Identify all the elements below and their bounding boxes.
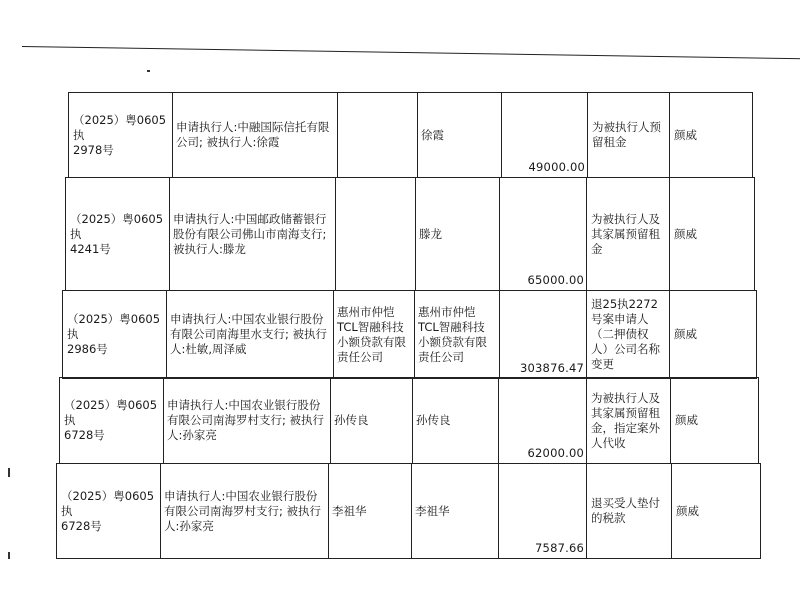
parties-cell (170, 178, 336, 290)
note-cell (587, 464, 672, 558)
amount-cell (500, 178, 587, 290)
payee-cell (416, 178, 500, 290)
case-number-cell (63, 291, 167, 378)
handler-cell (671, 378, 760, 463)
handler-cell (672, 464, 762, 558)
amount-value: 49000.00 (528, 160, 585, 174)
amount-value: 62000.00 (527, 446, 584, 460)
amount-cell (499, 464, 587, 558)
note-text: 退买受人垫付的税款 (591, 496, 660, 525)
handler-cell (670, 178, 756, 290)
parties-text: 申请执行人:中融国际信托有限公司; 被执行人:徐霞 (176, 120, 330, 149)
table-row (68, 92, 753, 178)
handler-cell (670, 93, 754, 177)
handler-text: 颜威 (674, 327, 697, 341)
note-text: 为被执行人及其家属预留租金 (591, 211, 660, 256)
payee-cell (413, 378, 499, 463)
parties-text: 申请执行人:中国农业银行股份有限公司南海里水支行; 被执行人:杜敏,周泽威 (170, 312, 328, 356)
page-edge-line (22, 46, 800, 59)
case-number-cell (69, 93, 173, 177)
payee-text: 李祖华 (415, 503, 450, 518)
scan-speck (147, 70, 150, 72)
column3-cell (334, 291, 415, 378)
case-number-line2: 2986号 (67, 342, 108, 356)
parties-text: 申请执行人:中国邮政储蓄银行股份有限公司佛山市南海支行; 被执行人:滕龙 (173, 211, 327, 256)
column3-cell (331, 378, 413, 463)
column3-text: 李祖华 (332, 503, 367, 518)
note-cell (587, 378, 671, 463)
parties-text: 申请执行人:中国农业银行股份有限公司南海罗村支行; 被执行人:孙家亮 (164, 488, 322, 533)
table-row (65, 177, 755, 291)
table-row (59, 377, 759, 464)
case-number-line2: 6728号 (61, 518, 102, 533)
payee-text: 孙传良 (416, 413, 451, 427)
payee-text: 惠州市仲恺TCL智融科技小额贷款有限责任公司 (418, 304, 487, 364)
column3-cell (338, 93, 418, 177)
handler-text: 颜威 (674, 226, 697, 241)
column3-text: 孙传良 (334, 413, 369, 427)
handler-cell (670, 291, 758, 378)
case-number-line1: （2025）粤0605执 (61, 488, 155, 518)
note-text: 为被执行人及其家属预留租金，指定案外人代收 (591, 390, 660, 450)
amount-cell (500, 291, 587, 378)
note-cell (587, 178, 670, 290)
payee-text: 徐霞 (421, 127, 444, 142)
handler-text: 颜威 (676, 503, 699, 518)
handler-text: 颜威 (675, 413, 698, 427)
payee-cell (418, 93, 502, 177)
scan-speck (8, 468, 10, 477)
case-number-cell (57, 464, 161, 558)
case-number-line2: 6728号 (64, 428, 105, 442)
note-text: 为被执行人预留租金 (592, 120, 661, 149)
case-number-cell (66, 178, 170, 290)
payee-cell (412, 464, 499, 558)
case-number-line1: （2025）粤0605执 (73, 112, 167, 142)
case-number-line2: 4241号 (70, 241, 111, 256)
payee-cell (415, 291, 500, 378)
scan-speck (8, 552, 10, 559)
payee-text: 滕龙 (419, 226, 442, 241)
amount-cell (499, 378, 587, 463)
parties-cell (164, 378, 331, 463)
case-number-line1: （2025）粤0605执 (70, 211, 164, 241)
parties-cell (173, 93, 338, 177)
note-cell (588, 93, 670, 177)
amount-cell (502, 93, 588, 177)
note-cell (587, 291, 670, 378)
table-row (62, 290, 757, 379)
parties-cell (161, 464, 329, 558)
column3-text: 惠州市仲恺TCL智融科技小额贷款有限责任公司 (337, 304, 406, 364)
amount-value: 303876.47 (520, 361, 584, 375)
note-text: 退25执2272号案申请人（二押债权人）公司名称变更 (591, 297, 660, 371)
column3-cell (329, 464, 412, 558)
case-number-line2: 2978号 (73, 142, 114, 157)
amount-value: 65000.00 (527, 273, 584, 287)
table-row (56, 463, 761, 559)
amount-value: 7587.66 (535, 541, 584, 555)
handler-text: 颜威 (674, 127, 697, 142)
column3-cell (336, 178, 416, 290)
case-number-line1: （2025）粤0605执 (67, 312, 161, 341)
parties-cell (167, 291, 334, 378)
case-number-cell (60, 378, 164, 463)
parties-text: 申请执行人:中国农业银行股份有限公司南海罗村支行; 被执行人:孙家亮 (167, 398, 325, 442)
case-number-line1: （2025）粤0605执 (64, 398, 158, 427)
